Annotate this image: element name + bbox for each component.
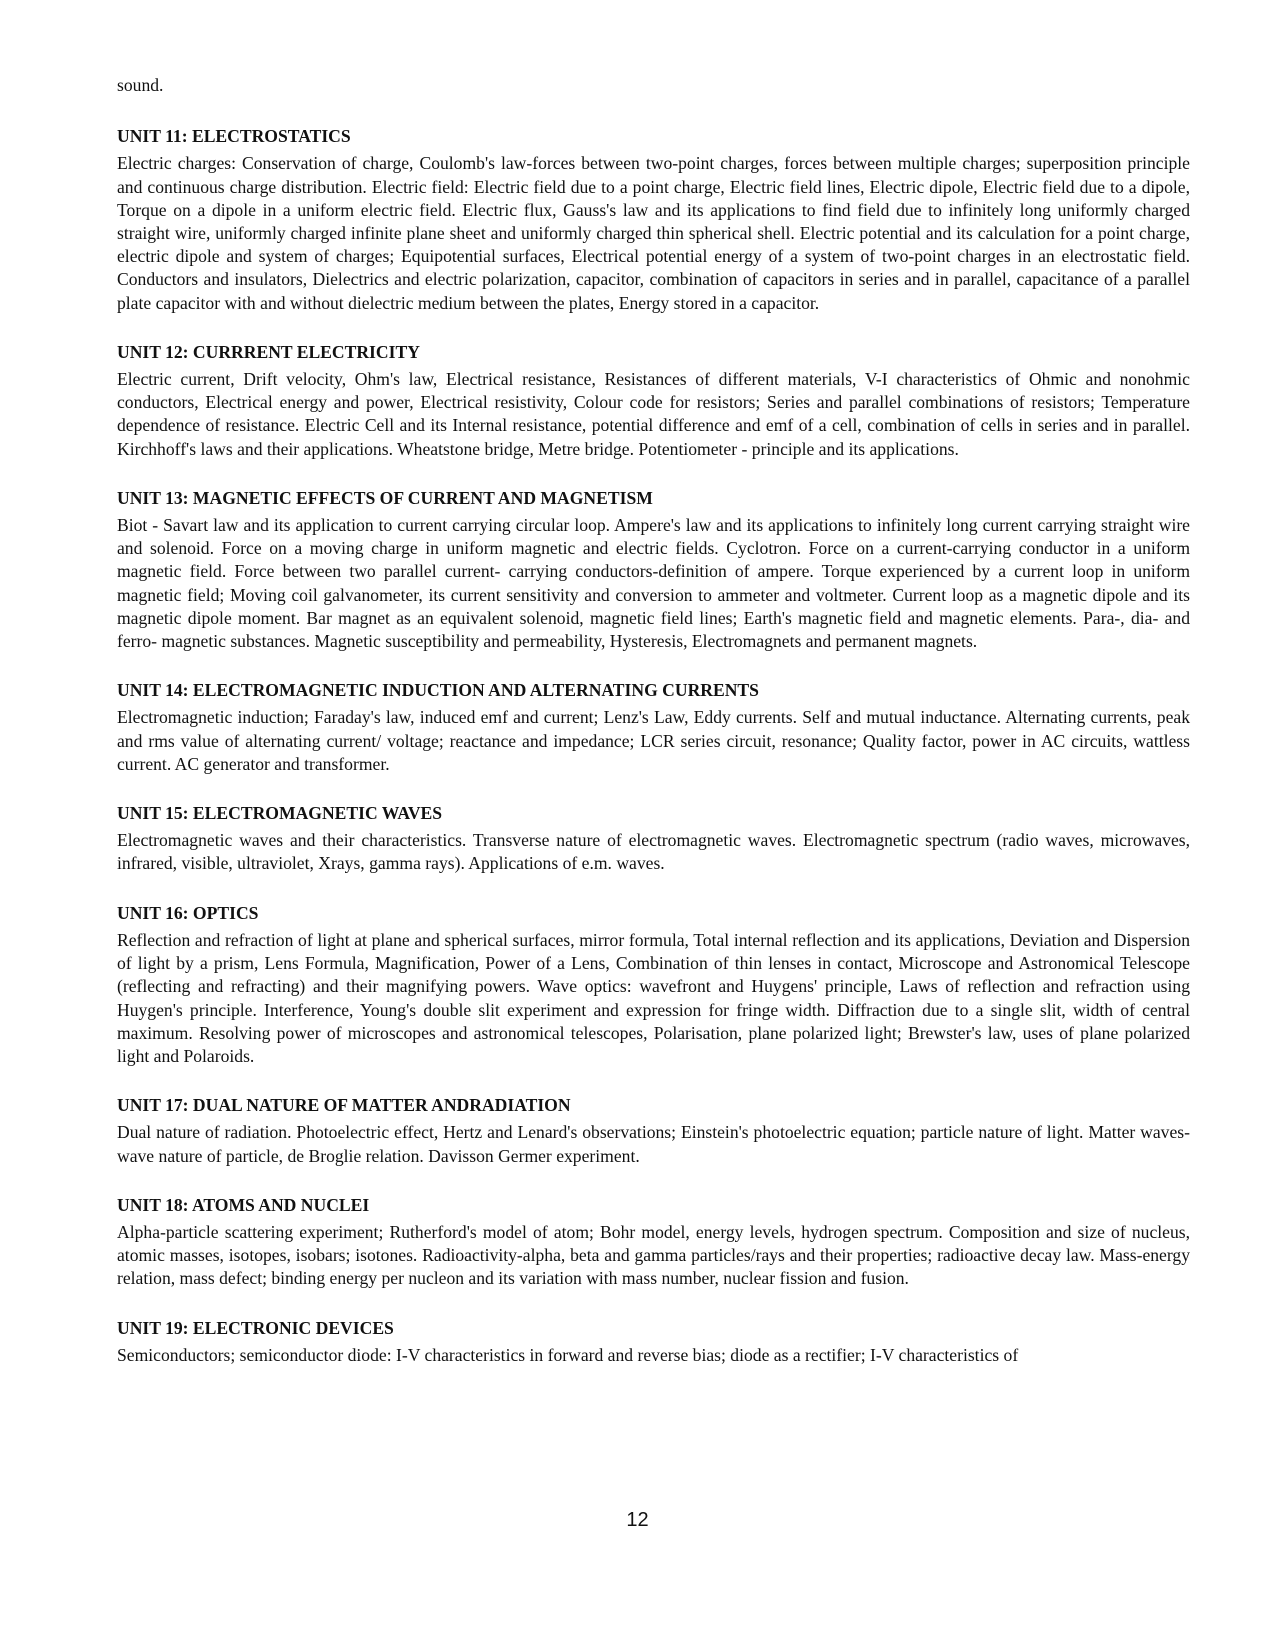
- continued-text: sound.: [117, 75, 164, 95]
- unit-section-17: [117, 1094, 1190, 1168]
- unit-body: Electric charges: Conservation of charge, Coulomb's law-forces between two-point charges, forces between multiple charges; superposition principle and continuous charge distribution. Electric field: Electric field due to a point charge, Electric field lines, Electric dipole, Electric field due to a dipole, Torque on a dipole in a uniform electric field. Electric flux, Gauss's law and its applications to find field due to infinitely long uniformly charged straight wire, uniformly charged infinite plane sheet and uniformly charged thin spherical shell. Electric potential and its calculation for a point charge, electric dipole and system of charges; Equipotential surfaces, Electrical potential energy of a system of two-point charges in an electrostatic field. Conductors and insulators, Dielectrics and electric polarization, capacitor, combination of capacitors in series and in parallel, capacitance of a parallel plate capacitor with and without dielectric medium between the plates, Energy stored in a capacitor.: [117, 153, 1190, 313]
- unit-section-15: [117, 802, 1190, 876]
- unit-title: UNIT 18: ATOMS AND NUCLEI: [117, 1194, 370, 1215]
- unit-section-14: [117, 679, 1190, 776]
- unit-body: Alpha-particle scattering experiment; Rutherford's model of atom; Bohr model, energy levels, hydrogen spectrum. Composition and size of nucleus, atomic masses, isotopes, isobars; isotones. Radioactivity-alpha, beta and gamma particles/rays and their properties; radioactive decay law. Mass-energy relation, mass defect; binding energy per nucleon and its variation with mass number, nuclear fission and fusion.: [117, 1221, 1190, 1289]
- unit-body: Reflection and refraction of light at plane and spherical surfaces, mirror formula, Total internal reflection and its applications, Deviation and Dispersion of light by a prism, Lens Formula, Magnification, Power of a Lens, Combination of thin lenses in contact, Microscope and Astronomical Telescope (reflecting and refracting) and their magnifying powers. Wave optics: wavefront and Huygens' principle, Laws of reflection and refraction using Huygen's principle. Interference, Young's double slit experiment and expression for fringe width. Diffraction due to a single slit, width of central maximum. Resolving power of microscopes and astronomical telescopes, Polarisation, plane polarized light; Brewster's law, uses of plane polarized light and Polaroids.: [117, 929, 1190, 1066]
- unit-title: UNIT 17: DUAL NATURE OF MATTER ANDRADIATION: [117, 1095, 571, 1116]
- unit-title: UNIT 19: ELECTRONIC DEVICES: [117, 1317, 394, 1338]
- unit-section-19: [117, 1317, 1190, 1367]
- unit-title: UNIT 12: CURRRENT ELECTRICITY: [117, 341, 420, 362]
- unit-section-12: [117, 341, 1190, 461]
- unit-section-11: [117, 125, 1190, 315]
- unit-section-13: [117, 487, 1190, 653]
- syllabus-page: [117, 74, 1190, 1393]
- unit-body: Dual nature of radiation. Photoelectric effect, Hertz and Lenard's observations; Einstein's photoelectric equation; particle nature of light. Matter waves-wave nature of particle, de Broglie relation. Davisson Germer experiment.: [117, 1122, 1190, 1166]
- unit-title: UNIT 15: ELECTROMAGNETIC WAVES: [117, 803, 443, 824]
- unit-body: Electromagnetic induction; Faraday's law, induced emf and current; Lenz's Law, Eddy currents. Self and mutual inductance. Alternating currents, peak and rms value of alternating current/ voltage; reactance and impedance; LCR series circuit, resonance; Quality factor, power in AC circuits, wattless current. AC generator and transformer.: [117, 707, 1190, 774]
- unit-body: Semiconductors; semiconductor diode: I-V characteristics in forward and reverse bias; diode as a rectifier; I-V characteristics of: [117, 1344, 1019, 1365]
- unit-body: Electromagnetic waves and their characteristics. Transverse nature of electromagnetic waves. Electromagnetic spectrum (radio waves, microwaves, infrared, visible, ultraviolet, Xrays, gamma rays). Applications of e.m. waves.: [117, 830, 1190, 874]
- unit-title: UNIT 13: MAGNETIC EFFECTS OF CURRENT AND MAGNETISM: [117, 487, 653, 508]
- unit-section-18: [117, 1194, 1190, 1291]
- unit-body: Biot - Savart law and its application to current carrying circular loop. Ampere's law and its applications to infinitely long current carrying straight wire and solenoid. Force on a moving charge in uniform magnetic and electric fields. Cyclotron. Force on a current-carrying conductor in a uniform magnetic field. Force between two parallel current- carrying conductors-definition of ampere. Torque experienced by a current loop in uniform magnetic field; Moving coil galvanometer, its current sensitivity and conversion to ammeter and voltmeter. Current loop as a magnetic dipole and its magnetic dipole moment. Bar magnet as an equivalent solenoid, magnetic field lines; Earth's magnetic field and magnetic elements. Para-, dia- and ferro- magnetic substances. Magnetic susceptibility and permeability, Hysteresis, Electromagnets and permanent magnets.: [117, 515, 1190, 652]
- unit-title: UNIT 11: ELECTROSTATICS: [117, 126, 351, 147]
- unit-body: Electric current, Drift velocity, Ohm's law, Electrical resistance, Resistances of different materials, V-I characteristics of Ohmic and nonohmic conductors, Electrical energy and power, Electrical resistivity, Colour code for resistors; Series and parallel combinations of resistors; Temperature dependence of resistance. Electric Cell and its Internal resistance, potential difference and emf of a cell, combination of cells in series and in parallel. Kirchhoff's laws and their applications. Wheatstone bridge, Metre bridge. Potentiometer - principle and its applications.: [117, 369, 1190, 459]
- unit-title: UNIT 14: ELECTROMAGNETIC INDUCTION AND ALTERNATING CURRENTS: [117, 680, 759, 701]
- unit-title: UNIT 16: OPTICS: [117, 902, 259, 923]
- page-number: 12: [626, 1509, 649, 1531]
- unit-section-16: [117, 902, 1190, 1068]
